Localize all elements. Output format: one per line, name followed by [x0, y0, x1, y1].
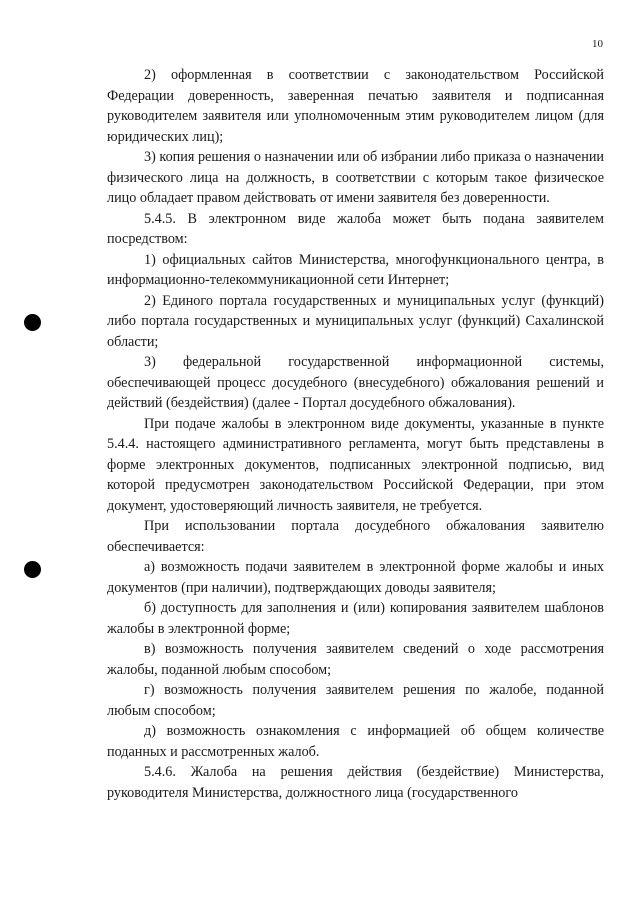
paragraph: б) доступность для заполнения и (или) копирования заявителем шаблонов жалобы в электронной форме; [107, 600, 604, 637]
binder-hole-bottom [24, 561, 41, 578]
paragraph: 1) официальных сайтов Министерства, многофункционального центра, в информационно-телекоммуникационной сети Интернет; [107, 251, 604, 288]
paragraph: 3) федеральной государственной информационной системы, обеспечивающей процесс досудебного (внесудебного) обжалования решений и действий (бездействия) (далее - Портал досудебного обжалования). [107, 354, 604, 411]
page-number: 10 [592, 38, 603, 50]
binder-hole-top [24, 314, 41, 331]
paragraph: 2) оформленная в соответствии с законодательством Российской Федерации доверенность, заверенная печатью заявителя и подписанная руководителем заявителя или уполномоченным этим руководителем лицом (для юридических лиц); [107, 67, 604, 145]
paragraph: При подаче жалобы в электронном виде документы, указанные в пункте 5.4.4. настоящего административного регламента, могут быть представлены в форме электронных документов, подписанных электронной подписью, вид которой предусмотрен законодательством Российской Федерации, при этом документ, удостоверяющий личность заявителя, не требуется. [107, 415, 604, 514]
document-body [107, 65, 604, 803]
paragraph: 3) копия решения о назначении или об избрании либо приказа о назначении физического лица на должность, в соответствии с которым такое физическое лицо обладает правом действовать от имени заявителя без доверенности. [107, 149, 604, 206]
paragraph: 5.4.6. Жалоба на решения действия (бездействие) Министерства, руководителя Министерства, должностного лица (государственного [107, 764, 604, 801]
paragraph: д) возможность ознакомления с информацией об общем количестве поданных и рассмотренных жалоб. [107, 723, 604, 760]
paragraph: При использовании портала досудебного обжалования заявителю обеспечивается: [107, 518, 604, 555]
paragraph: г) возможность получения заявителем решения по жалобе, поданной любым способом; [107, 682, 604, 719]
paragraph: в) возможность получения заявителем сведений о ходе рассмотрения жалобы, поданной любым способом; [107, 641, 604, 678]
paragraph: 2) Единого портала государственных и муниципальных услуг (функций) либо портала государственных и муниципальных услуг (функций) Сахалинской области; [107, 292, 604, 350]
paragraph: 5.4.5. В электронном виде жалоба может быть подана заявителем посредством: [107, 210, 604, 247]
paragraph: а) возможность подачи заявителем в электронной форме жалобы и иных документов (при наличии), подтверждающих доводы заявителя; [107, 559, 604, 596]
